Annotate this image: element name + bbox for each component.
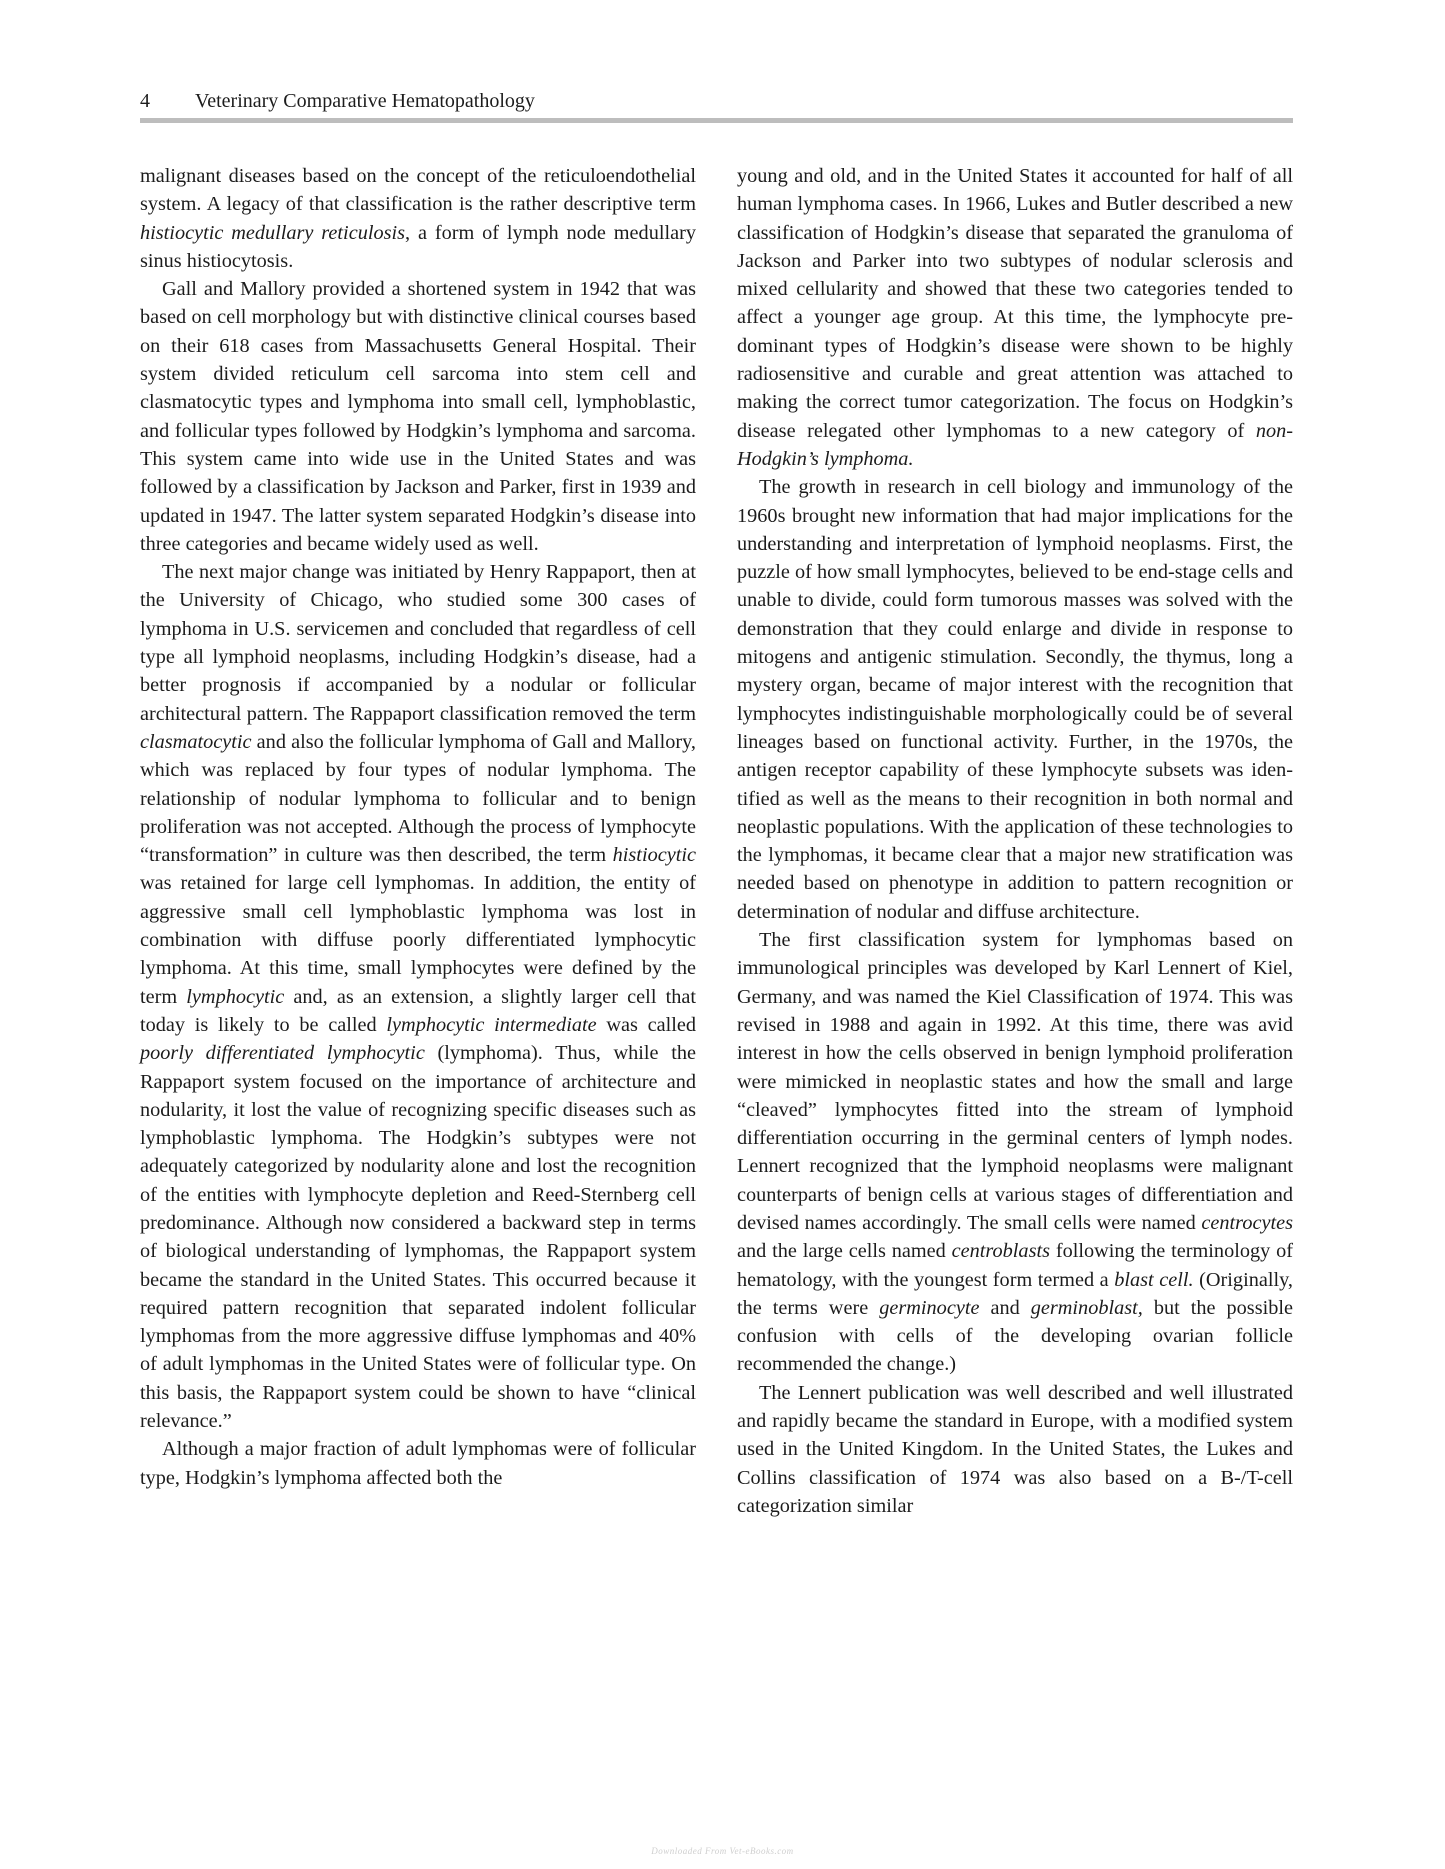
download-watermark: Downloaded From Vet-eBooks.com <box>651 1846 794 1856</box>
italic-term: lymphocytic intermediate <box>386 1013 597 1036</box>
text-run: (Originally, the terms were <box>737 1268 1294 1319</box>
text-run: (lymphoma). Thus, while the Rappaport system focused on the importance of architecture and nodularity, it lost the value of recognizing specific diseases such as lymphoblastic lymphoma. The Hodgkin’s subtypes were not adequately categorized by nodularity alone and lost the recognition of the entities with lymphocyte depletion and Reed-Sternberg cell predominance. Although now considered a backward step in terms of biological understanding of lymphomas, the Rappaport system became the standard in the United States. This occurred because it required pattern recognition that separated indolent follicular lymphomas from the more aggressive diffuse lymphomas and 40% of adult lymphomas in the United States were of follicular type. On this basis, the Rappaport system could be shown to have “clinical relevance.” <box>140 1042 696 1433</box>
text-run: The first classification system for lymphomas based on immunological principles was developed by Karl Lennert of Kiel, Germany, and was named the Kiel Classification of 1974. This was revised in 1988 and again in 1992. At this time, there was avid interest in how the cells observed in benign lymphoid proliferation were mimicked in neoplastic states and how the small and large “cleaved” lymphocytes fitted into the stream of lymphoid differentiation occurring in the germinal centers of lymph nodes. Lennert recognized that the lymphoid neoplasms were malignant counterparts of benign cells at various stages of differentiation and devised names accordingly. The small cells were named <box>737 929 1293 1234</box>
paragraph <box>140 558 696 1435</box>
text-run: Gall and Mallory provided a shortened system in 1942 that was based on cell morphology but with distinctive clinical courses based on their 618 cases from Massachusetts General Hospital. Their system divided reticulum cell sarcoma into stem cell and clasmatocytic types and lymphoma into small cell, lymphoblastic, and follicular types followed by Hodgkin’s lymphoma and sarcoma. This system came into wide use in the United States and was followed by a classification by Jackson and Parker, first in 1939 and updated in 1947. The latter system separated Hodgkin’s disease into three categories and became widely used as well. <box>140 278 696 555</box>
italic-term: lymphocytic <box>186 985 285 1008</box>
running-title: Veterinary Comparative Hematopathology <box>195 90 535 112</box>
text-run: was called <box>596 1013 696 1036</box>
text-run: and also the follicular lymphoma of Gall and Mallory, which was replaced by four types of nodular lymphoma. The relationship of nodular lymphoma to follicular and to benign proliferation was not accepted. Although the process of lymphocyte “transformation” in culture was then described, the term <box>140 730 696 867</box>
italic-term: clasmatocytic <box>140 730 252 753</box>
header-rule <box>140 118 1293 123</box>
text-run: The Lennert publication was well described and well illustrated and rapidly became the standard in Europe, with a modified system used in the United Kingdom. In the United States, the Lukes and Collins classification of 1974 was also based on a B-/T-cell categorization similar <box>737 1381 1293 1517</box>
text-run: and <box>979 1296 1031 1319</box>
paragraph <box>737 473 1293 926</box>
paragraph <box>737 926 1293 1379</box>
text-run: and the large cells named <box>737 1240 952 1263</box>
paragraph <box>140 1435 696 1492</box>
page-number: 4 <box>140 90 150 112</box>
text-run: and, as an extension, a slightly larger cell that today is likely to be called <box>140 985 696 1036</box>
paragraph <box>737 162 1293 473</box>
text-run: The next major change was initiated by Henry Rappaport, then at the University of Chicago, who studied some 300 cases of lymphoma in U.S. servicemen and concluded that regardless of cell type all lymphoid neoplasms, including Hodgkin’s disease, had a better prognosis if accompanied by a nodular or follicular architectural pattern. The Rappaport classification removed the term <box>140 561 696 725</box>
italic-term: centroblasts <box>951 1240 1050 1263</box>
text-run: young and old, and in the United States it accounted for half of all human lymphoma cases. In 1966, Lukes and Butler described a new classification of Hodgkin’s disease that separated the granuloma of Jackson and Parker into two subtypes of nodular sclerosis and mixed cellularity and showed that these two categories tended to affect a younger age group. At this time, the lymphocyte predominant types of Hodgkin’s disease were shown to be highly radiosensitive and curable and great attention was attached to making the correct tumor categorization. The focus on Hodgkin’s disease relegated other lymphomas to a new category of <box>737 165 1293 442</box>
italic-term: non-Hodgkin’s lymphoma. <box>737 419 1293 470</box>
paragraph <box>737 1379 1293 1520</box>
text-run: , a form of lymph node medullary sinus histiocytosis. <box>140 221 697 272</box>
italic-term: histiocytic medullary reticulosis <box>140 221 406 244</box>
right-column <box>737 162 1293 1520</box>
paragraph <box>140 275 696 558</box>
italic-term: centrocytes <box>1201 1211 1293 1234</box>
text-run: malignant diseases based on the concept of the reticuloendothelial system. A legacy of that classification is the rather descriptive term <box>140 165 696 216</box>
text-run: was retained for large cell lymphomas. In addition, the entity of aggressive small cell lymphoblastic lymphoma was lost in combination with diffuse poorly differentiated lymphocytic lymphoma. At this time, small lymphocytes were defined by the term <box>140 872 696 1008</box>
paragraph <box>140 162 696 275</box>
text-run: Although a major fraction of adult lymphomas were of follicular type, Hodgkin’s lymphoma affected both the <box>140 1438 696 1489</box>
text-run: following the terminology of hematology, with the youngest form termed a <box>737 1240 1293 1291</box>
italic-term: poorly differentiated lymphocytic <box>140 1042 425 1065</box>
italic-term: germinoblast, <box>1030 1296 1143 1319</box>
text-run: The growth in research in cell biology and immunology of the 1960s brought new information that had major implications for the understanding and interpretation of lymphoid neoplasms. First, the puzzle of how small lymphocytes, believed to be end-stage cells and unable to divide, could form tumorous masses was solved with the demonstration that they could enlarge and divide in response to mitogens and antigenic stimulation. Secondly, the thymus, long a mystery organ, became of major interest with the recognition that lymphocytes indistinguishable morphologically could be of several lineages based on functional activity. Further, in the 1970s, the antigen receptor capability of these lymphocyte subsets was identified as well as the means to their recognition in both normal and neoplastic populations. With the application of these technologies to the lymphomas, it became clear that a major new stratification was needed based on phenotype in addition to pattern recognition or determination of nodular and diffuse architecture. <box>737 476 1293 923</box>
italic-term: blast cell. <box>1114 1268 1194 1291</box>
italic-term: histiocytic <box>612 844 696 867</box>
italic-term: germinocyte <box>879 1296 980 1319</box>
text-run: but the possible confusion with cells of the developing ovarian follicle recommended the change.) <box>737 1296 1293 1376</box>
running-header <box>140 86 1293 122</box>
left-column <box>140 162 696 1492</box>
